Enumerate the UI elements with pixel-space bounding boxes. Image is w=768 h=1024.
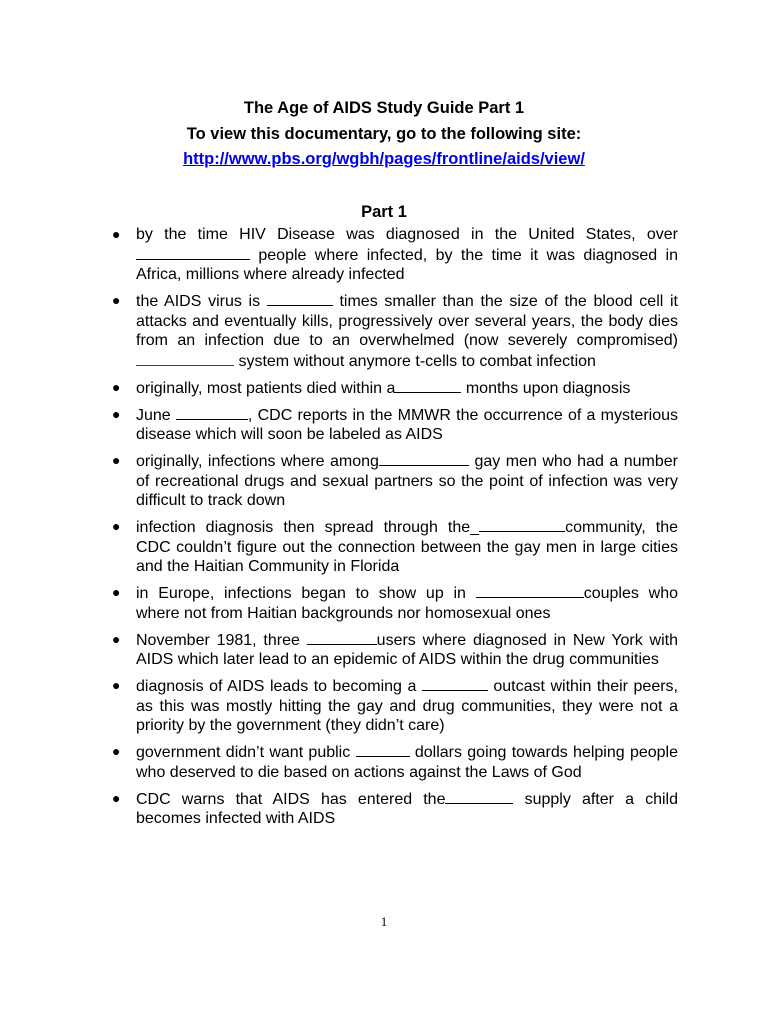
bullet-icon: ●: [112, 378, 121, 395]
bullet-icon: ●: [112, 743, 121, 759]
bullet-icon: ●: [112, 677, 121, 693]
fill-in-blank: [136, 245, 250, 260]
fill-in-blank: [476, 583, 584, 598]
study-guide-list: [110, 225, 678, 835]
bullet-icon: ●: [112, 292, 121, 308]
fill-in-blank: [422, 676, 488, 691]
fill-in-blank: [479, 517, 565, 532]
bullet-icon: ●: [112, 452, 121, 468]
fill-in-blank: [267, 291, 333, 306]
bullet-icon: ●: [112, 789, 121, 806]
list-item: ● infection diagnosis then spread through the_ community, the CDC couldn’t figure out the connection between the gay men in large cities and the Haitian Community in Florida: [112, 518, 679, 575]
bullet-icon: ●: [112, 630, 121, 647]
fill-in-blank: [379, 451, 469, 466]
bullet-icon: ●: [112, 226, 121, 242]
list-item: ● diagnosis of AIDS leads to becoming a outcast within their peers, as this was mostly hitting the gay and drug communities, they were not a priority by the government (they didn’t care): [112, 677, 678, 734]
list-item: ● CDC warns that AIDS has entered the supply after a child becomes infected with AIDS: [112, 789, 679, 827]
list-item: ● November 1981, three users where diagnosed in New York with AIDS which later lead to an epidemic of AIDS within the drug communities: [112, 630, 678, 668]
bullet-icon: ●: [112, 518, 121, 534]
fill-in-blank: [307, 630, 377, 645]
fill-in-blank: [356, 742, 410, 757]
documentary-link[interactable]: http://www.pbs.org/wgbh/pages/frontline/aids/view/: [183, 150, 585, 168]
list-item: ● the AIDS virus is times smaller than the size of the blood cell it attacks and eventually kills, progressively over several years, the body dies from an infection due to an overwhelmed (now severely compromised) system without anymore t-cells to combat infection: [112, 292, 678, 370]
fill-in-blank: [176, 405, 248, 420]
list-item: ● in Europe, infections began to show up in couples who where not from Haitian backgrounds nor homosexual ones: [112, 584, 678, 622]
list-item: ● by the time HIV Disease was diagnosed in the United States, over people where infected, by the time it was diagnosed in Africa, millions where already infected: [112, 226, 678, 283]
list-item: ● June , CDC reports in the MMWR the occurrence of a mysterious disease which will soon be labeled as AIDS: [112, 405, 679, 443]
list-item: ● originally, infections where among gay men who had a number of recreational drugs and sexual partners so the point of infection was very difficult to track down: [112, 452, 678, 509]
bullet-icon: ●: [112, 584, 121, 600]
list-item: ● originally, most patients died within a months upon diagnosis: [112, 378, 631, 397]
list-item: ● government didn’t want public dollars going towards helping people who deserved to die based on actions against the Laws of God: [112, 743, 678, 781]
page-number: 1: [380, 914, 388, 929]
section-heading: Part 1: [361, 203, 407, 221]
fill-in-blank: [445, 789, 513, 804]
bullet-icon: ●: [112, 405, 121, 422]
document-title: The Age of AIDS Study Guide Part 1: [243, 99, 525, 117]
fill-in-blank: [395, 378, 461, 393]
document-subtitle: To view this documentary, go to the following site:: [186, 125, 582, 143]
fill-in-blank: [136, 351, 234, 366]
